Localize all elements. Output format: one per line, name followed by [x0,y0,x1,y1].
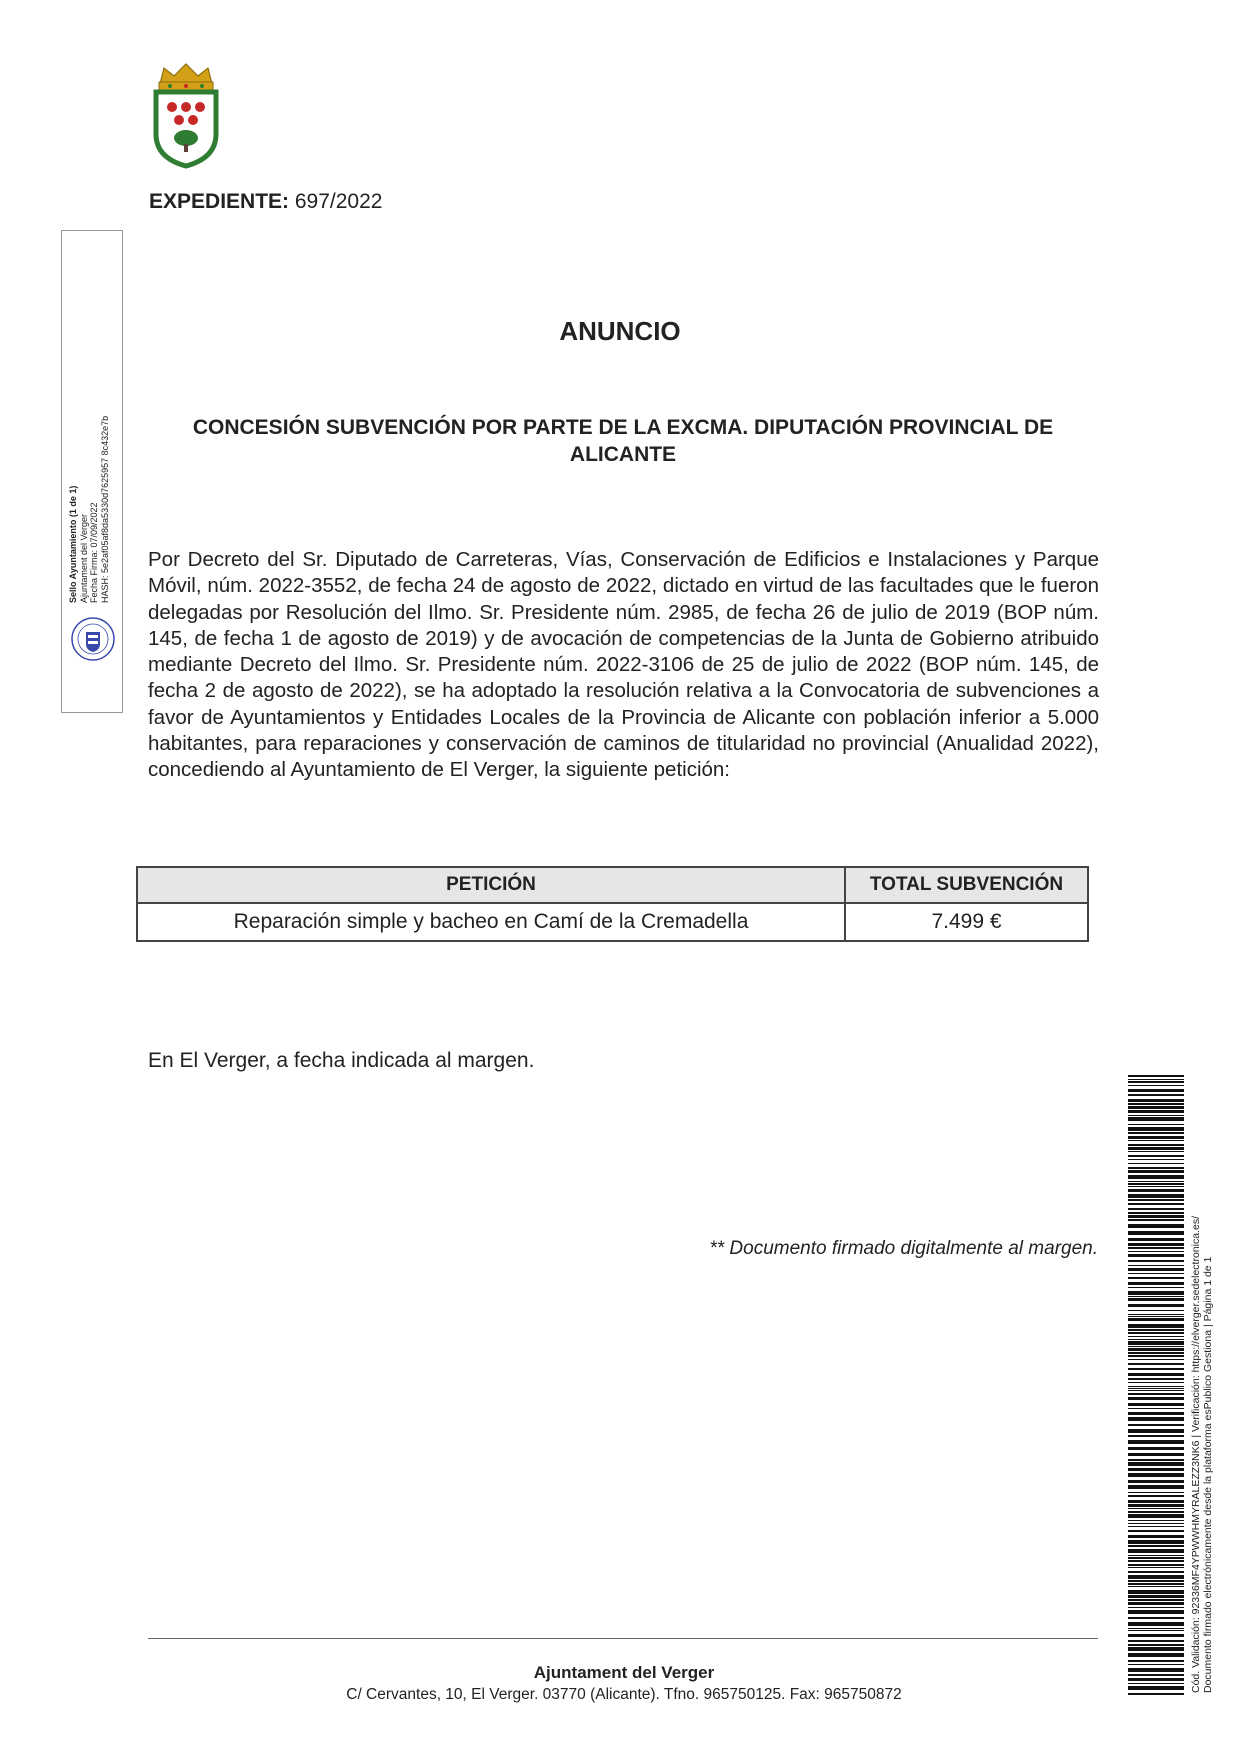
cell-total-subvencion: 7.499 € [845,903,1088,941]
closing-line: En El Verger, a fecha indicada al margen. [148,1049,535,1072]
signed-note: ** Documento firmado digitalmente al margen. [709,1238,1098,1259]
header-total-subvencion: TOTAL SUBVENCIÓN [845,867,1088,903]
footer-address: C/ Cervantes, 10, El Verger. 03770 (Alicante). Tfno. 965750125. Fax: 965750872 [346,1686,902,1703]
validation-line-platform: Documento firmado electrónicamente desde la plataforma esPublico Gestiona | Página 1 de 1 [1202,1256,1214,1693]
seal-box [61,230,123,713]
footer-divider [148,1638,1098,1639]
coat-of-arms-logo [150,62,222,170]
expediente-value: 697/2022 [294,190,383,213]
barcode-icon [1128,1075,1184,1695]
seal-stamp-icon [70,616,116,662]
cell-peticion: Reparación simple y bacheo en Camí de la Cremadella [137,903,845,941]
expediente-line [149,190,382,214]
footer-organization: Ajuntament del Verger [533,1663,715,1682]
seal-line-entity: Ajuntament del Verger [78,513,89,603]
seal-line-title: Sello Ayuntamiento (1 de 1) [68,485,78,603]
validation-text [1190,1073,1214,1693]
body-paragraph: Por Decreto del Sr. Diputado de Carreteras, Vías, Conservación de Edificios e Instalaciones y Parque Móvil, núm. 2022-3552, de fecha 24 de agosto de 2022, dictado en virtud de las facultades que le fueron delegadas por Resolución del Ilmo. Sr. Presidente núm. 2985, de fecha 26 de julio de 2019 (BOP núm. 145, de fecha 1 de agosto de 2019) y de avocación de competencias de la Junta de Gobierno atribuido mediante Decreto del Ilmo. Sr. Presidente núm. 2022-3106 de 25 de julio de 2022 (BOP núm. 145, de fecha 2 de agosto de 2022), se ha adoptado la resolución relativa a la Convocatoria de subvenciones a favor de Ayuntamientos y Entidades Locales de la Provincia de Alicante con población inferior a 5.000 habitantes, para reparaciones y conservación de caminos de titularidad no provincial (Anualidad 2022), concediendo al Ayuntamiento de El Verger, la siguiente petición: [148,548,1099,782]
validation-line-code: Cód. Validación: 92336MF4YPWWHMYRALEZZ3NK6 | Verificación: https://elverger.sedelectronica.es/ [1190,1216,1202,1693]
petition-table [136,866,1089,942]
header-peticion: PETICIÓN [137,867,845,903]
table-header-row [137,867,1088,903]
seal-text [68,233,110,603]
seal-line-date: Fecha Firma: 07/09/2022 [89,502,99,603]
expediente-label: EXPEDIENTE: [149,190,290,213]
table-row [137,903,1088,941]
seal-line-hash: HASH: 5e2af05af8da5330d7625957 8c432e7b [99,415,110,603]
document-subtitle: CONCESIÓN SUBVENCIÓN POR PARTE DE LA EXCMA. DIPUTACIÓN PROVINCIAL DE ALICANTE [192,416,1054,466]
document-title: ANUNCIO [559,316,681,346]
